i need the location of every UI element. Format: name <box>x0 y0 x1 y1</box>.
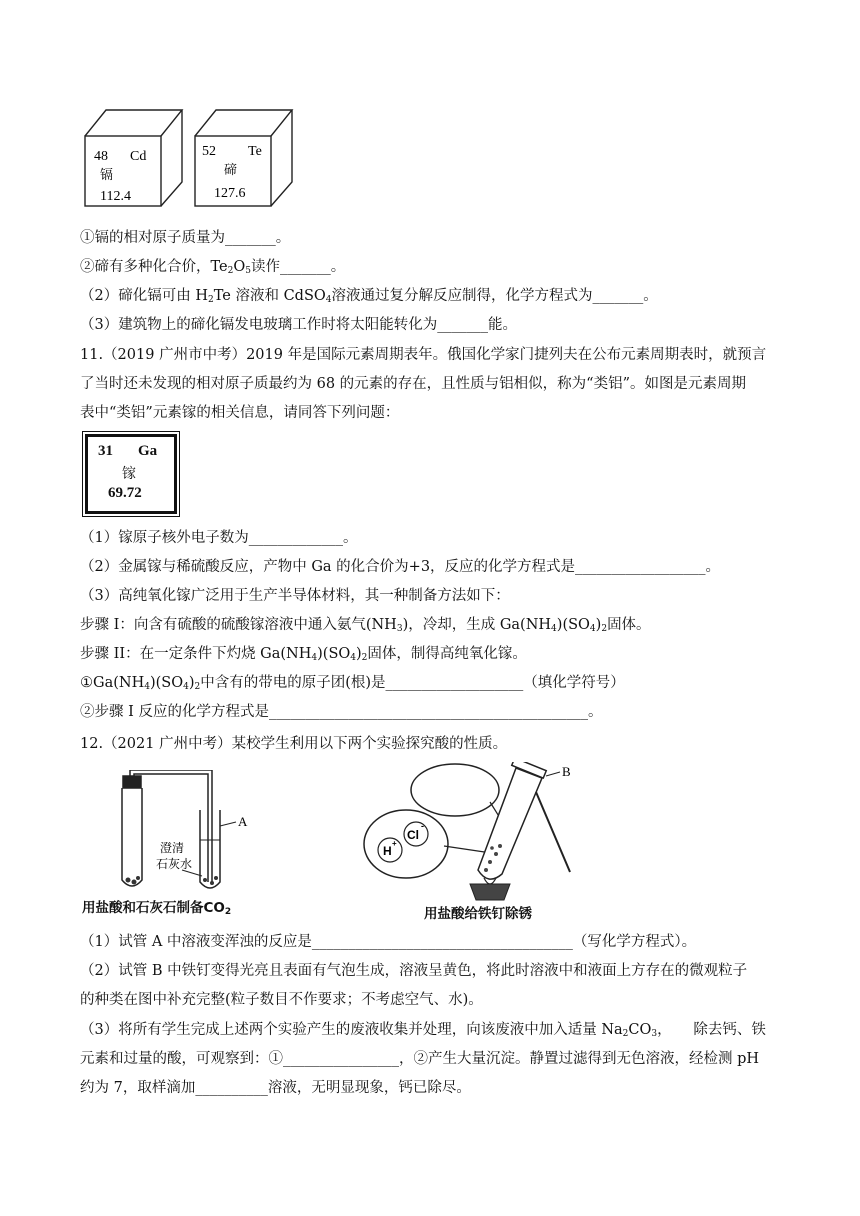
te-mass: 127.6 <box>214 186 246 201</box>
gallium-element-box <box>85 434 177 514</box>
ga-mass: 69.72 <box>108 485 142 501</box>
q12-answer-6: 约为 7，取样滴加__________溶液，无明显现象，钙已除尽。 <box>80 1080 471 1096</box>
q12-answer-1: （1）试管 A 中溶液变浑浊的反应是____________________________________（写化学方程式）。 <box>80 934 697 950</box>
ga-name: 镓 <box>122 466 136 482</box>
q11-answer-1: （1）镓原子核外电子数为_____________。 <box>80 530 358 546</box>
q11-stem-2: 了当时还未发现的相对原子质最约为 68 的元素的存在，且性质与铝相似，称为“类铝”。如图是元素周期 <box>80 376 746 392</box>
q12-answer-5: 元素和过量的酸，可观察到：①________________，②产生大量沉淀。静置过滤得到无色溶液，经检测 pH <box>80 1051 760 1067</box>
cd-number: 48 <box>94 149 108 164</box>
q11-step-2: 步骤 II：在一定条件下灼烧 $Ga(NH_4)(SO_4)_2$固体，制得高纯氧化镓。 <box>80 646 527 663</box>
q12-answer-2: （2）试管 B 中铁钉变得光亮且表面有气泡生成，溶液呈黄色，将此时溶液中和液面上方存在的微观粒子 <box>80 963 748 979</box>
reagent-label-2: 石灰水 <box>156 857 193 871</box>
label-a: A <box>238 814 248 829</box>
q11-step-1: 步骤 I：向含有硫酸的硫酸镓溶液中通入氨气$(NH_3)$，冷却，生成 $Ga(NH_4)(SO_4)_2$固体。 <box>80 617 651 634</box>
q11-stem-3: 表中“类铝”元素镓的相关信息，请同答下列问题： <box>80 405 400 421</box>
q11-answer-3: （3）高纯氧化镓广泛用于生产半导体材料，其一种制备方法如下： <box>80 588 510 604</box>
figure-1-caption: 用盐酸和石灰石制备$CO_2$ <box>82 900 232 917</box>
rust-removal-figure <box>360 762 590 902</box>
svg-text:-: - <box>421 821 424 831</box>
q11-stem-1: 11.（2019 广州市中考）2019 年是国际元素周期表年。俄国化学家门捷列夫在公布元素周期表时，就预言 <box>80 347 767 363</box>
q12-stem: 12.（2021 广州中考）某校学生利用以下两个实验探究酸的性质。 <box>80 736 508 752</box>
ga-number: 31 <box>98 443 113 459</box>
q10-line-1: ①镉的相对原子质量为_______。 <box>80 230 291 246</box>
h-ion-label: H <box>383 844 392 858</box>
q11-sub-2: ②步骤 I 反应的化学方程式是____________________________________________。 <box>80 704 603 720</box>
label-b: B <box>562 764 571 779</box>
alcohol-lamp <box>470 884 510 900</box>
reagent-label-1: 澄清 <box>160 841 185 855</box>
q11-sub-1: $①Ga(NH_4)(SO_4)_2$中含有的带电的原子团(根)是___________________（填化学符号） <box>80 675 625 692</box>
particle-bubble-bottom <box>364 810 448 878</box>
q10-line-4: （3）建筑物上的碲化镉发电玻璃工作时将太阳能转化为_______能。 <box>80 317 517 333</box>
cl-ion-label: Cl <box>407 828 419 842</box>
te-number: 52 <box>202 144 216 159</box>
q10-line-3: （2）碲化镉可由 $H_2Te$ 溶液和 CdSO$_4$溶液通过复分解反应制得，化学方程式为_______。 <box>80 288 658 305</box>
q10-line-2: ②碲有多种化合价，$Te_2O_5$读作_______。 <box>80 259 346 276</box>
q12-answer-4: （3）将所有学生完成上述两个实验产生的废液收集并处理，向该废液中加入适量 $Na_2CO_3$， 除去钙、铁 <box>80 1022 766 1039</box>
cd-mass: 112.4 <box>100 189 131 204</box>
cd-name: 镉 <box>100 168 114 183</box>
generating-tube <box>122 776 142 886</box>
te-name: 碲 <box>224 163 238 178</box>
svg-text:+: + <box>392 839 397 848</box>
q12-answer-3: 的种类在图中补充完整(粒子数目不作要求；不考虑空气、水)。 <box>80 992 483 1008</box>
te-symbol: Te <box>248 144 262 159</box>
particle-bubble-top <box>411 764 499 816</box>
element-cubes-figure <box>80 100 320 215</box>
cd-symbol: Cd <box>130 149 147 164</box>
ga-symbol: Ga <box>138 443 158 459</box>
figure-2-caption: 用盐酸给铁钉除锈 <box>424 906 532 922</box>
q11-answer-2: （2）金属镓与稀硫酸反应，产物中 Ga 的化合价为+3，反应的化学方程式是__________________。 <box>80 559 721 575</box>
iron-nail <box>536 792 570 872</box>
